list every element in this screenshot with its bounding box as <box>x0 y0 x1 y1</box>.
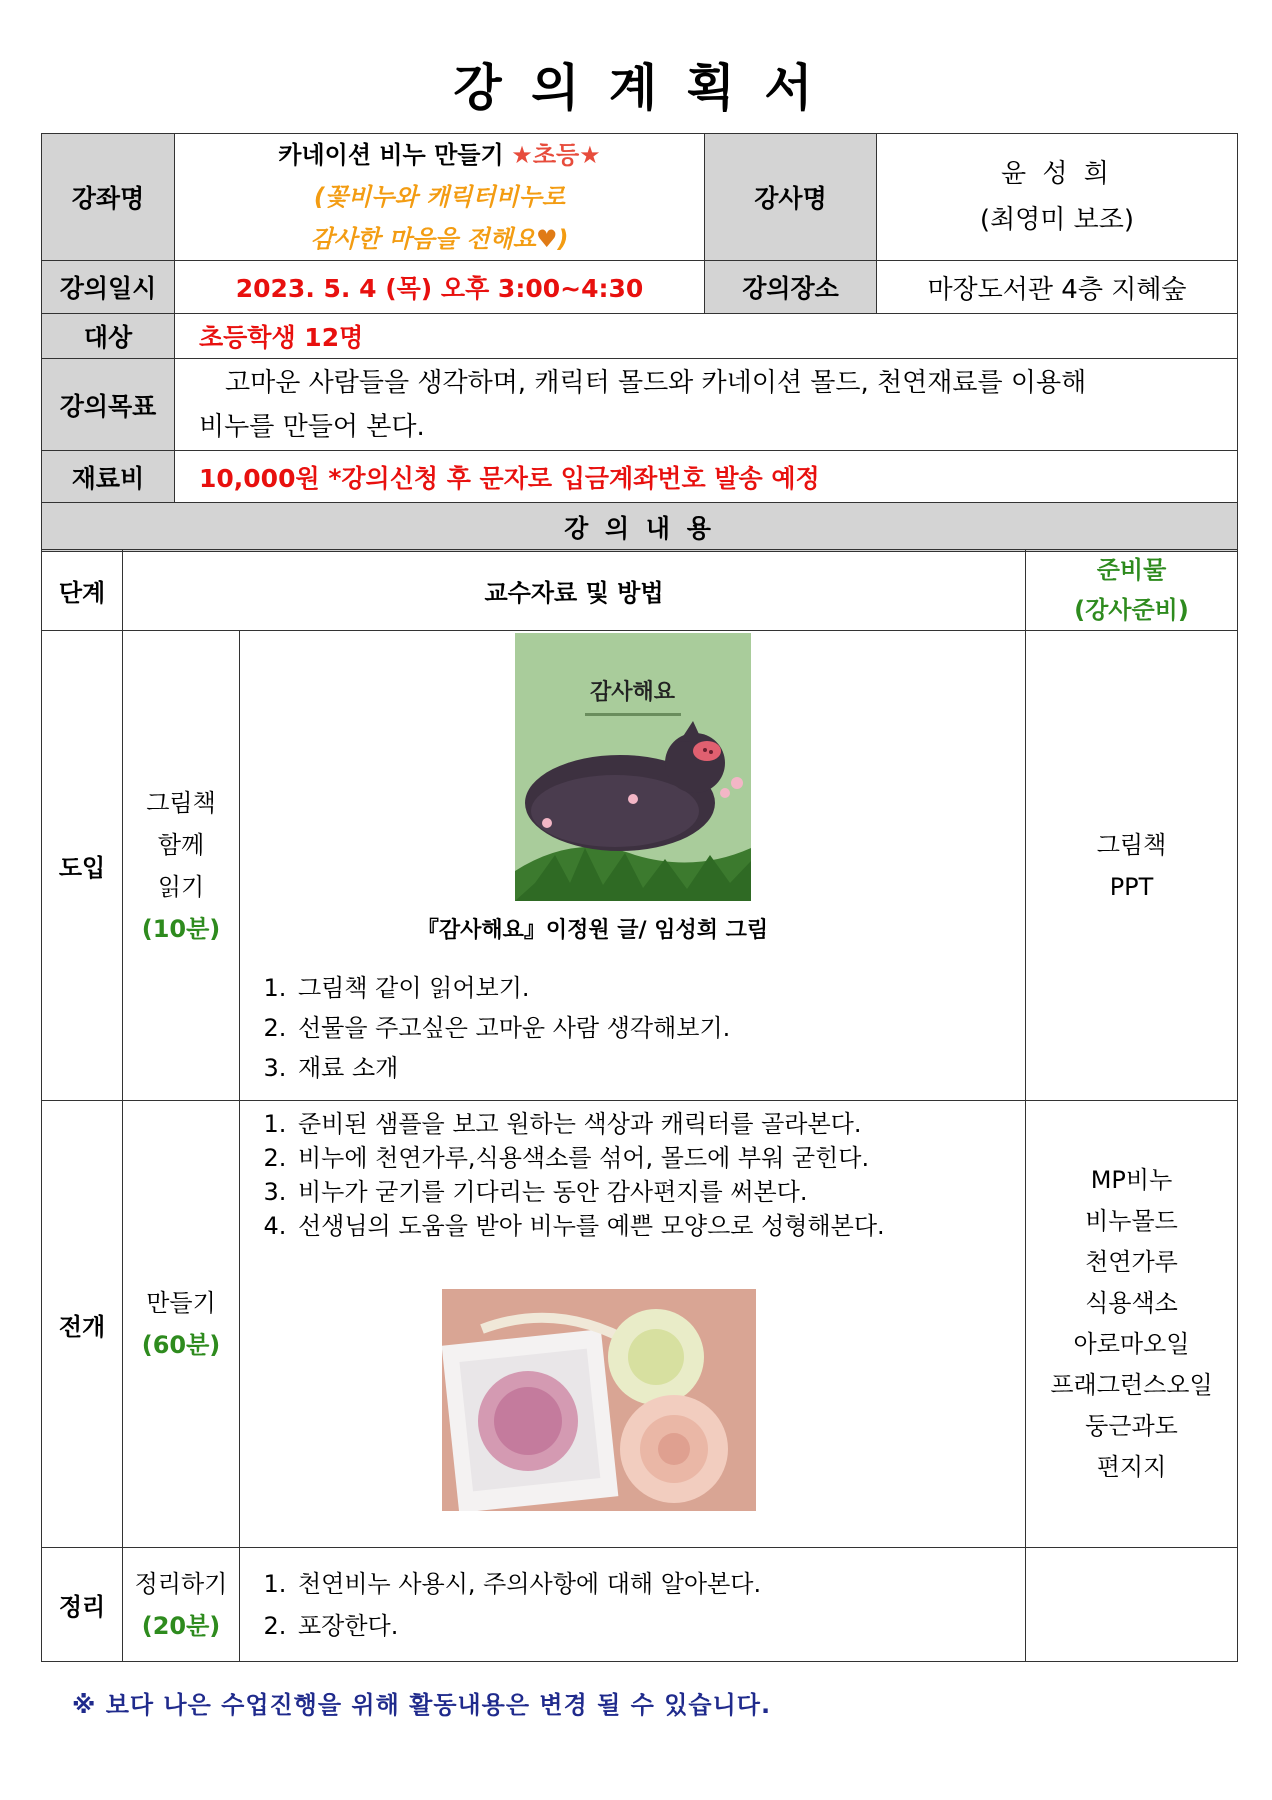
course-tag: ★초등★ <box>511 141 601 169</box>
venue-value: 마장도서관 4층 지혜숲 <box>877 261 1238 314</box>
heart-icon: ♥ <box>535 225 558 253</box>
course-label: 강좌명 <box>42 134 175 261</box>
objective-line-2: 비누를 만들어 본다. <box>199 411 425 442</box>
course-cell <box>175 134 705 261</box>
soap-illustration <box>442 1289 756 1511</box>
intro-activity <box>123 631 240 1101</box>
intro-activity-3: 읽기 <box>157 872 205 901</box>
main-material: 아로마오일 <box>1073 1330 1190 1358</box>
content-table <box>41 549 1238 1662</box>
course-subtitle-1: (꽃비누와 캐릭터비누로 <box>313 183 566 211</box>
intro-stage: 도입 <box>42 631 123 1101</box>
soap-sample-photo <box>442 1289 756 1511</box>
intro-step: 1. 그림책 같이 읽어보기. <box>294 968 1025 1008</box>
intro-material: PPT <box>1109 872 1154 901</box>
intro-activity-2: 함께 <box>157 830 205 859</box>
header-prep-line-2: (강사준비) <box>1074 596 1189 624</box>
intro-material: 그림책 <box>1096 830 1167 859</box>
intro-time: (10분) <box>141 914 221 943</box>
book-cover-title: 감사해요 <box>589 680 675 705</box>
intro-step: 3. 재료 소개 <box>294 1048 1025 1088</box>
header-prep-line-1: 준비물 <box>1096 556 1167 584</box>
main-activity-label: 만들기 <box>146 1289 216 1317</box>
intro-method <box>240 631 1026 1101</box>
audience-label: 대상 <box>42 314 175 359</box>
intro-steps <box>240 968 1025 1088</box>
wrap-method <box>240 1548 1026 1662</box>
course-subtitle-end: ) <box>557 225 569 253</box>
main-activity <box>123 1101 240 1548</box>
wrap-activity-label: 정리하기 <box>134 1569 228 1598</box>
course-subtitle-2: 감사한 마음을 전해요 <box>310 225 536 253</box>
venue-label: 강의장소 <box>705 261 877 314</box>
instructor-assistant: (최영미 보조) <box>979 205 1135 235</box>
header-stage: 단계 <box>42 550 123 631</box>
instructor-name: 윤 성 희 <box>1001 159 1113 189</box>
schedule-label: 강의일시 <box>42 261 175 314</box>
main-material: 천연가루 <box>1085 1248 1178 1276</box>
wrap-time: (20분) <box>141 1611 221 1640</box>
objective-cell <box>175 359 1238 451</box>
objective-line-1: 고마운 사람들을 생각하며, 캐릭터 몰드와 카네이션 몰드, 천연재료를 이용해 <box>225 367 1087 398</box>
main-material: 비누몰드 <box>1085 1207 1178 1235</box>
main-material: 둥근과도 <box>1085 1412 1178 1440</box>
main-time: (60분) <box>141 1331 221 1359</box>
audience-value: 초등학생 12명 <box>175 314 1238 359</box>
main-material: 식용색소 <box>1085 1289 1178 1317</box>
wrap-stage: 정리 <box>42 1548 123 1662</box>
header-prep <box>1026 550 1238 631</box>
fee-label: 재료비 <box>42 451 175 503</box>
main-stage: 전개 <box>42 1101 123 1548</box>
wrap-materials <box>1026 1548 1238 1662</box>
book-caption: 『감사해요』이정원 글/ 임성희 그림 <box>416 918 769 943</box>
wrap-step: 2. 포장한다. <box>294 1605 1025 1647</box>
info-table <box>41 133 1238 552</box>
instructor-label: 강사명 <box>705 134 877 261</box>
page-title: 강 의 계 획 서 <box>453 59 819 117</box>
main-method <box>240 1101 1026 1548</box>
main-material: 프래그런스오일 <box>1050 1371 1213 1399</box>
main-step: 1. 준비된 샘플을 보고 원하는 색상과 캐릭터를 골라본다. <box>294 1107 1025 1141</box>
wrap-activity <box>123 1548 240 1662</box>
schedule-value: 2023. 5. 4 (목) 오후 3:00~4:30 <box>175 261 705 314</box>
main-step: 3. 비누가 굳기를 기다리는 동안 감사편지를 써본다. <box>294 1175 1025 1209</box>
main-steps <box>240 1107 1025 1243</box>
content-section-title: 강 의 내 용 <box>42 503 1238 552</box>
objective-label: 강의목표 <box>42 359 175 451</box>
wrap-step: 1. 천연비누 사용시, 주의사항에 대해 알아본다. <box>294 1563 1025 1605</box>
instructor-cell <box>877 134 1238 261</box>
intro-step: 2. 선물을 주고싶은 고마운 사람 생각해보기. <box>294 1008 1025 1048</box>
course-name: 카네이션 비누 만들기 <box>278 141 504 169</box>
main-materials <box>1026 1101 1238 1548</box>
pig-illustration <box>515 633 751 901</box>
header-method: 교수자료 및 방법 <box>123 550 1026 631</box>
wrap-steps <box>240 1563 1025 1647</box>
intro-materials <box>1026 631 1238 1101</box>
main-step: 2. 비누에 천연가루,식용색소를 섞어, 몰드에 부워 굳힌다. <box>294 1141 1025 1175</box>
fee-value: 10,000원 *강의신청 후 문자로 입금계좌번호 발송 예정 <box>175 451 1238 503</box>
main-step: 4. 선생님의 도움을 받아 비누를 예쁜 모양으로 성형해본다. <box>294 1209 1025 1243</box>
book-cover-image <box>515 633 751 901</box>
footnote: ※ 보다 나은 수업진행을 위해 활동내용은 변경 될 수 있습니다. <box>72 1691 772 1719</box>
intro-activity-1: 그림책 <box>146 788 216 817</box>
main-material: MP비누 <box>1090 1166 1173 1194</box>
main-material: 편지지 <box>1096 1453 1167 1481</box>
